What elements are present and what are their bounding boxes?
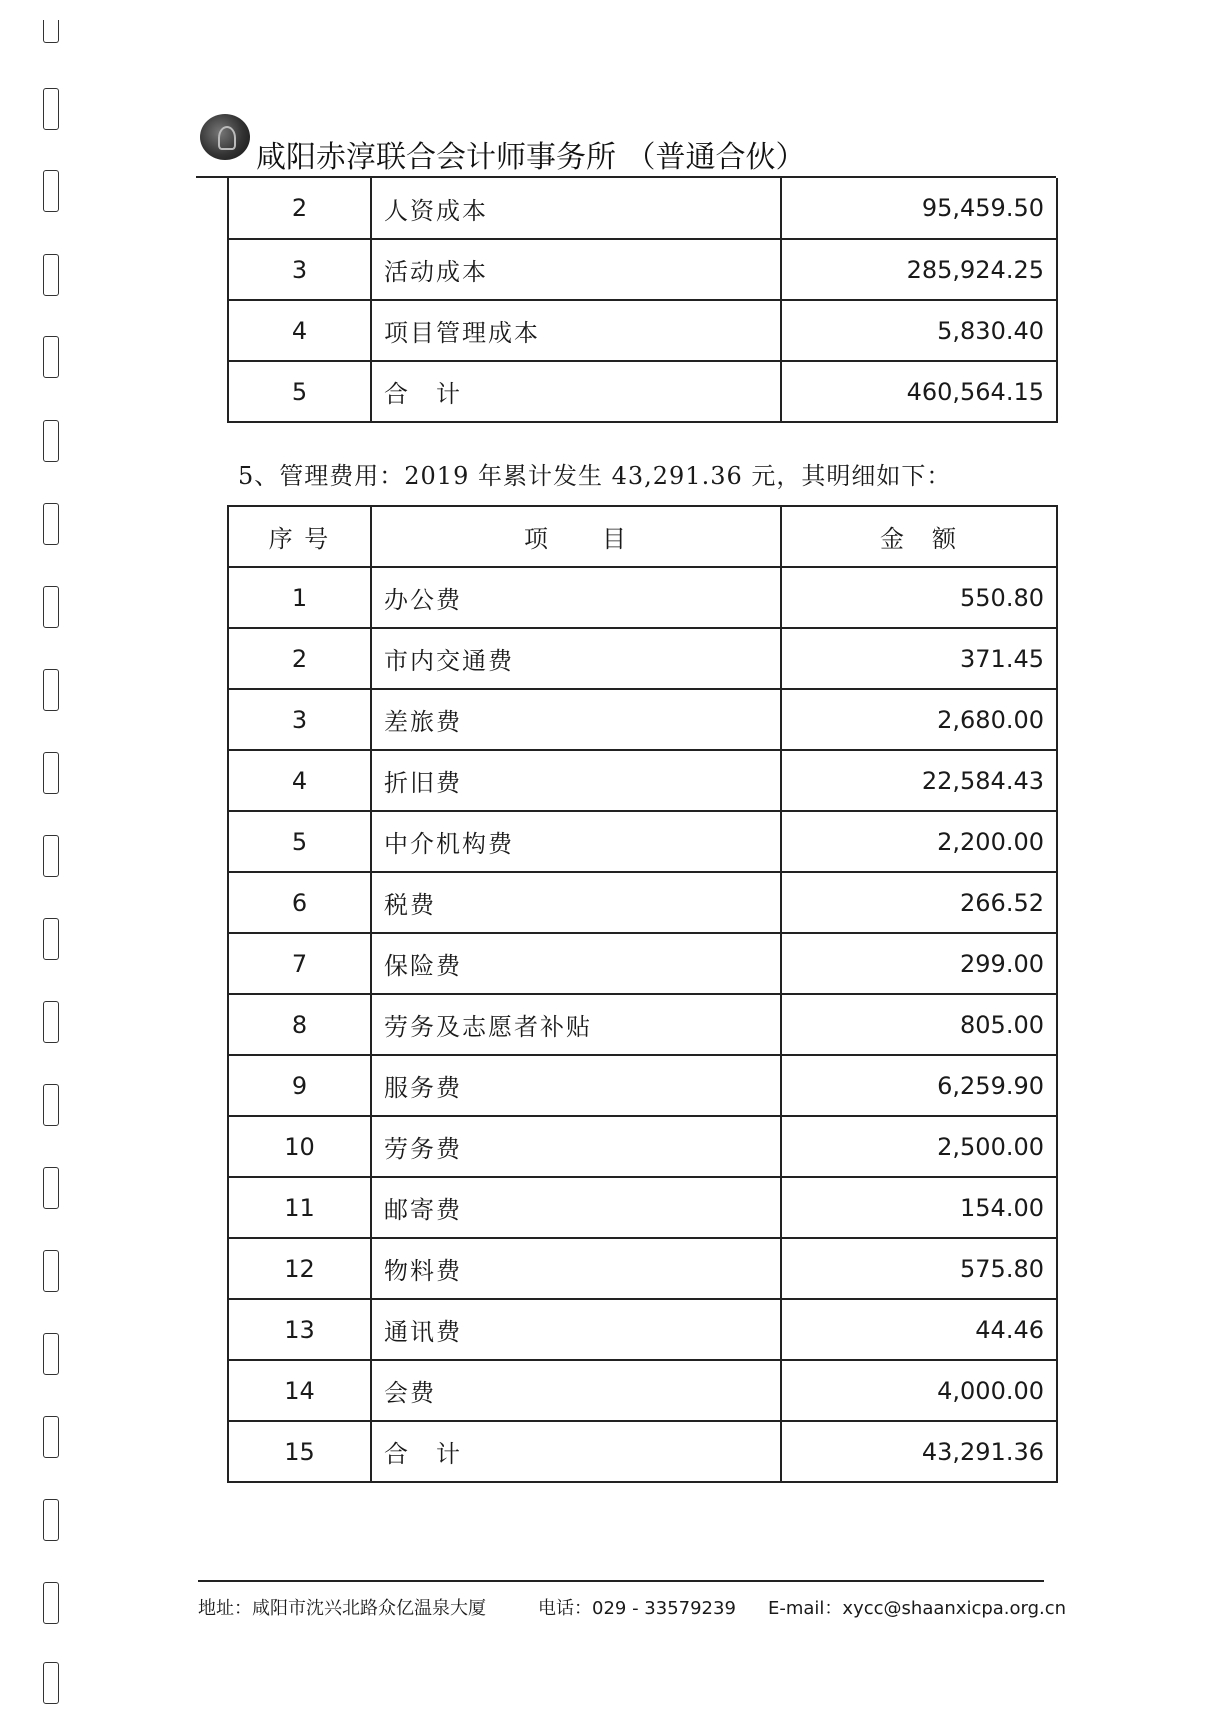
row-item: 折旧费: [371, 750, 781, 811]
row-amount: 2,500.00: [781, 1116, 1057, 1177]
binding-hole: [43, 170, 59, 212]
binding-hole: [43, 20, 59, 43]
row-number: 4: [228, 750, 371, 811]
row-number: 5: [228, 361, 371, 422]
table-row: [228, 811, 1057, 872]
header-no: 序 号: [228, 506, 371, 567]
row-item: 劳务及志愿者补贴: [371, 994, 781, 1055]
binding-hole: [43, 254, 59, 296]
row-amount: 805.00: [781, 994, 1057, 1055]
binding-hole: [43, 669, 59, 711]
binding-hole: [43, 1499, 59, 1541]
binding-hole: [43, 420, 59, 462]
row-amount: 2,680.00: [781, 689, 1057, 750]
row-amount: 2,200.00: [781, 811, 1057, 872]
footer-address: 地址：咸阳市沈兴北路众亿温泉大厦: [198, 1598, 486, 1619]
row-number: 13: [228, 1299, 371, 1360]
row-item: 办公费: [371, 567, 781, 628]
binding-hole: [43, 1084, 59, 1126]
row-amount: 22,584.43: [781, 750, 1057, 811]
row-number: 3: [228, 239, 371, 300]
row-item: 合 计: [371, 361, 781, 422]
row-amount: 44.46: [781, 1299, 1057, 1360]
row-item: 市内交通费: [371, 628, 781, 689]
row-item: 合 计: [371, 1421, 781, 1482]
table-row: [228, 1238, 1057, 1299]
row-item: 物料费: [371, 1238, 781, 1299]
binding-hole: [43, 503, 59, 545]
firm-logo-icon: [200, 114, 250, 160]
row-amount: 575.80: [781, 1238, 1057, 1299]
binding-hole: [43, 1333, 59, 1375]
row-item: 服务费: [371, 1055, 781, 1116]
row-item: 活动成本: [371, 239, 781, 300]
row-item: 差旅费: [371, 689, 781, 750]
binding-hole: [43, 918, 59, 960]
firm-name: 咸阳赤淳联合会计师事务所 （普通合伙）: [256, 140, 806, 175]
binding-hole: [43, 88, 59, 130]
header-item: 项 目: [371, 506, 781, 567]
management-expense-table: [227, 505, 1058, 1483]
row-number: 3: [228, 689, 371, 750]
row-amount: 5,830.40: [781, 300, 1057, 361]
header-amount: 金 额: [781, 506, 1057, 567]
row-number: 2: [228, 178, 371, 239]
row-number: 1: [228, 567, 371, 628]
table-row: [228, 628, 1057, 689]
row-item: 会费: [371, 1360, 781, 1421]
row-number: 4: [228, 300, 371, 361]
cost-table-continued: [227, 178, 1058, 423]
table-row: [228, 239, 1057, 300]
row-number: 6: [228, 872, 371, 933]
row-number: 7: [228, 933, 371, 994]
row-amount: 266.52: [781, 872, 1057, 933]
table-row: [228, 178, 1057, 239]
binding-hole: [43, 752, 59, 794]
table-row: [228, 750, 1057, 811]
table-row: [228, 1177, 1057, 1238]
binding-hole: [43, 336, 59, 378]
row-number: 2: [228, 628, 371, 689]
table-row: [228, 1421, 1057, 1482]
row-item: 劳务费: [371, 1116, 781, 1177]
row-number: 10: [228, 1116, 371, 1177]
row-amount: 299.00: [781, 933, 1057, 994]
table-row: [228, 361, 1057, 422]
row-number: 12: [228, 1238, 371, 1299]
table-row: [228, 567, 1057, 628]
binding-hole: [43, 1167, 59, 1209]
table-row: [228, 1360, 1057, 1421]
table-row: [228, 1116, 1057, 1177]
row-item: 项目管理成本: [371, 300, 781, 361]
row-number: 14: [228, 1360, 371, 1421]
row-amount: 550.80: [781, 567, 1057, 628]
table-row: [228, 872, 1057, 933]
row-item: 通讯费: [371, 1299, 781, 1360]
row-number: 11: [228, 1177, 371, 1238]
table-row: [228, 1055, 1057, 1116]
binding-hole: [43, 1416, 59, 1458]
row-amount: 43,291.36: [781, 1421, 1057, 1482]
table-row: [228, 933, 1057, 994]
row-number: 15: [228, 1421, 371, 1482]
row-item: 税费: [371, 872, 781, 933]
binding-hole: [43, 1250, 59, 1292]
table-row: [228, 1299, 1057, 1360]
table-header-row: [228, 506, 1057, 567]
row-amount: 460,564.15: [781, 361, 1057, 422]
row-item: 保险费: [371, 933, 781, 994]
footer-divider: [198, 1580, 1044, 1582]
binding-hole: [43, 1001, 59, 1043]
table-row: [228, 689, 1057, 750]
binding-hole: [43, 835, 59, 877]
table-row: [228, 300, 1057, 361]
row-number: 9: [228, 1055, 371, 1116]
row-item: 邮寄费: [371, 1177, 781, 1238]
row-amount: 4,000.00: [781, 1360, 1057, 1421]
row-number: 8: [228, 994, 371, 1055]
row-amount: 371.45: [781, 628, 1057, 689]
section-title-management-expenses: 5、管理费用：2019 年累计发生 43,291.36 元，其明细如下：: [238, 462, 952, 490]
row-amount: 6,259.90: [781, 1055, 1057, 1116]
footer-phone: 电话：029 - 33579239: [538, 1598, 736, 1619]
footer-email: E-mail：xycc@shaanxicpa.org.cn: [768, 1598, 1067, 1619]
row-item: 人资成本: [371, 178, 781, 239]
row-amount: 95,459.50: [781, 178, 1057, 239]
row-number: 5: [228, 811, 371, 872]
row-item: 中介机构费: [371, 811, 781, 872]
binding-hole: [43, 1662, 59, 1704]
row-amount: 154.00: [781, 1177, 1057, 1238]
binding-hole: [43, 1582, 59, 1624]
binding-hole: [43, 586, 59, 628]
row-amount: 285,924.25: [781, 239, 1057, 300]
table-row: [228, 994, 1057, 1055]
binding-holes: [40, 0, 62, 1722]
letterhead: [200, 110, 1060, 180]
